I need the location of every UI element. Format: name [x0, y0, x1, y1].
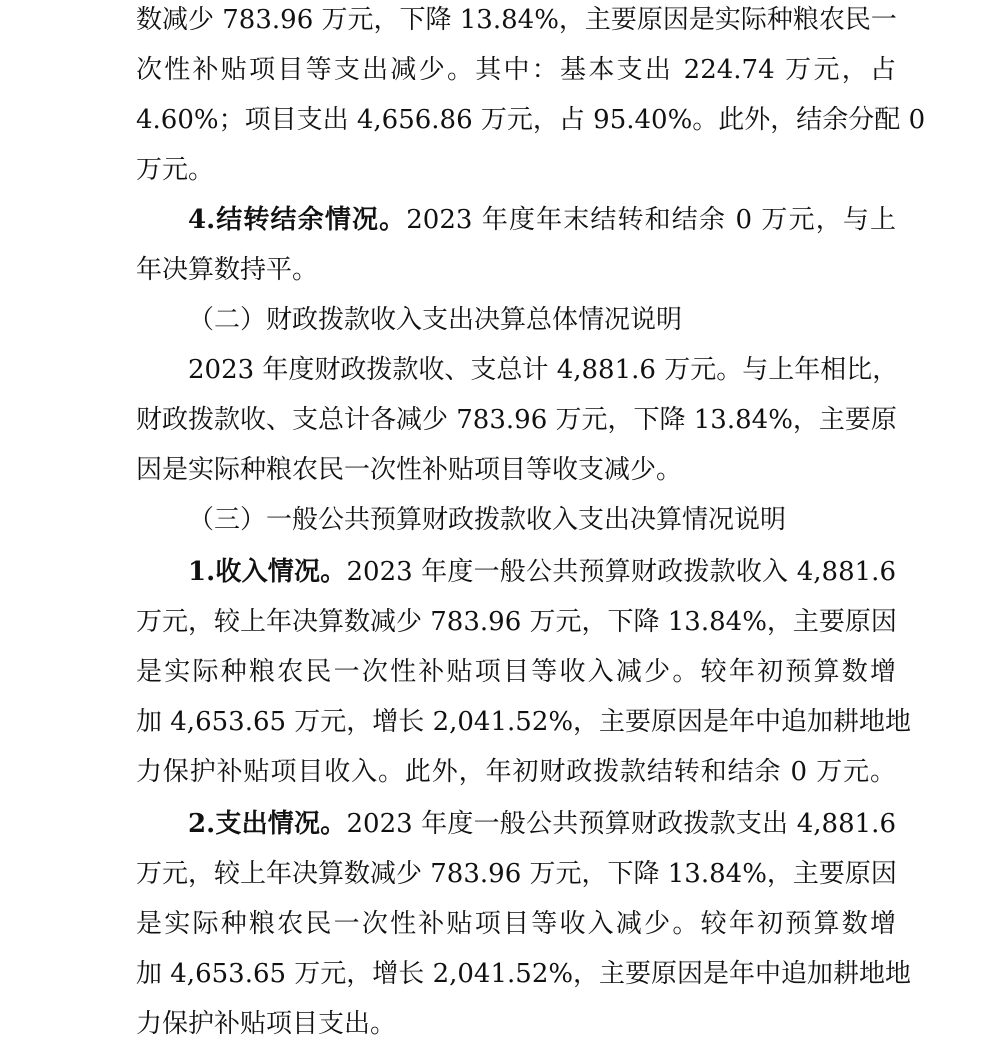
item4-lead: 4.结转结余情况。 — [188, 205, 407, 235]
item2-text: 2023 年度一般公共预算财政拨款支出 4,881.6 — [346, 809, 896, 839]
paragraph-line: 4.60%；项目支出 4,656.86 万元，占 95.40%。此外，结余分配 0 — [136, 105, 926, 135]
paragraph-line: 是实际种粮农民一次性补贴项目等收入减少。较年初预算数增 — [136, 657, 896, 687]
paragraph-line: 力保护补贴项目收入。此外，年初财政拨款结转和结余 0 万元。 — [136, 757, 896, 787]
item1-first-line — [188, 552, 896, 592]
item2-first-line — [188, 804, 896, 844]
paragraph-line: 力保护补贴项目支出。 — [136, 1009, 397, 1039]
item1-text: 2023 年度一般公共预算财政拨款收入 4,881.6 — [346, 557, 896, 587]
paragraph-line: 是实际种粮农民一次性补贴项目等收入减少。较年初预算数增 — [136, 909, 896, 939]
paragraph-line: 2023 年度财政拨款收、支总计 4,881.6 万元。与上年相比， — [188, 355, 899, 385]
paragraph-line: 万元，较上年决算数减少 783.96 万元，下降 13.84%，主要原因 — [136, 859, 897, 889]
paragraph-line: 数减少 783.96 万元，下降 13.84%，主要原因是实际种粮农民一 — [136, 5, 897, 35]
item4-first-line — [188, 200, 896, 240]
item4-text: 2023 年度年末结转和结余 0 万元，与上 — [406, 205, 896, 235]
item2-lead: 2.支出情况。 — [188, 809, 347, 839]
item1-lead: 1.收入情况。 — [188, 557, 347, 587]
paragraph-line: 因是实际种粮农民一次性补贴项目等收支减少。 — [136, 455, 683, 485]
paragraph-line: 万元。 — [136, 155, 215, 185]
section2-heading: （二）财政拨款收入支出决算总体情况说明 — [188, 305, 683, 335]
paragraph-line: 加 4,653.65 万元，增长 2,041.52%，主要原因是年中追加耕地地 — [136, 707, 912, 737]
paragraph-line: 年决算数持平。 — [136, 255, 319, 285]
paragraph-line: 万元，较上年决算数减少 783.96 万元，下降 13.84%，主要原因 — [136, 607, 897, 637]
paragraph-line: 次性补贴项目等支出减少。其中：基本支出 224.74 万元，占 — [136, 55, 896, 85]
section3-heading: （三）一般公共预算财政拨款收入支出决算情况说明 — [188, 505, 787, 535]
paragraph-line: 加 4,653.65 万元，增长 2,041.52%，主要原因是年中追加耕地地 — [136, 959, 912, 989]
paragraph-line: 财政拨款收、支总计各减少 783.96 万元，下降 13.84%，主要原 — [136, 405, 897, 435]
